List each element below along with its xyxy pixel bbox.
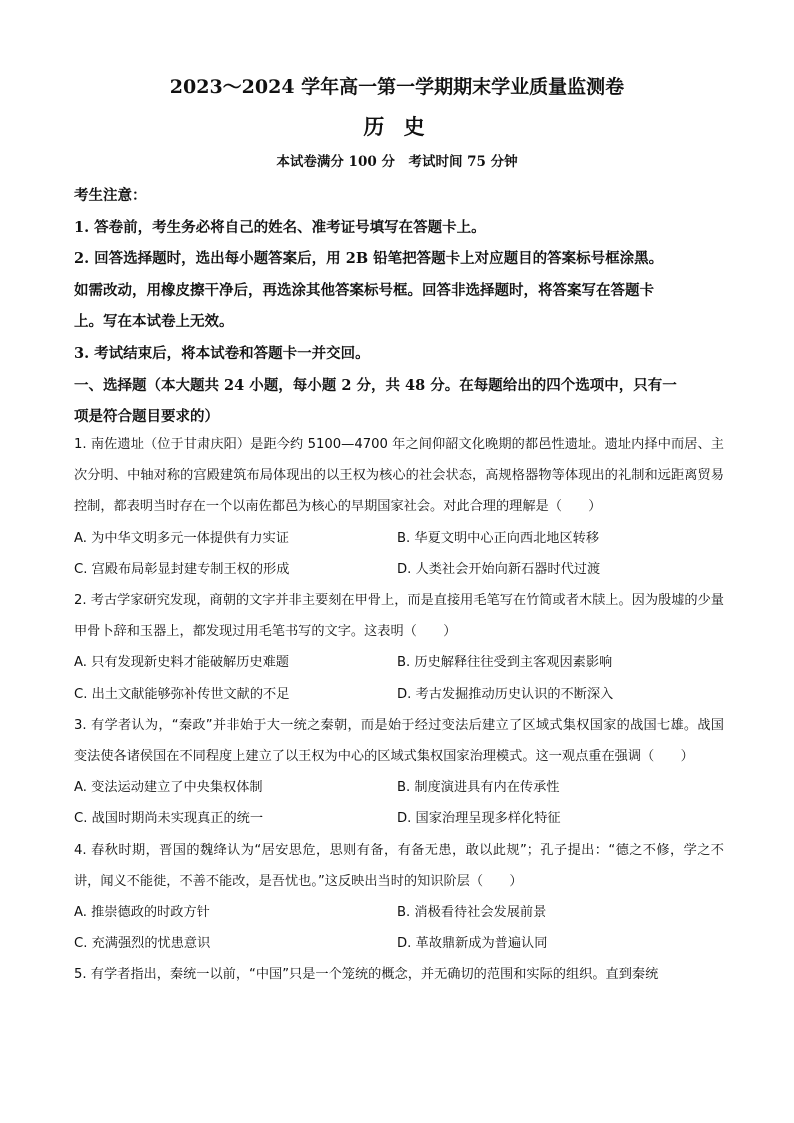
option-c[interactable]: C. 宫殿布局彰显封建专制王权的形成 <box>74 561 290 577</box>
subject-title: 历 史 <box>363 114 431 139</box>
question-stem: 4. 春秋时期，晋国的魏绛认为“居安思危，思则有备，有备无患，敢以此规”；孔子提出：“德之不修，学之不讲，闻义不能徙，不善不能改，是吾忧也。”这反映出当时的知识阶层（ ） <box>74 842 724 889</box>
exam-title: 2023～2024 学年高一第一学期期末学业质量监测卷 <box>169 76 625 98</box>
section-heading: 项是符合题目要求的） <box>74 408 219 426</box>
option-d[interactable]: D. 人类社会开始向新石器时代过渡 <box>397 561 601 577</box>
question-stem: 5. 有学者指出，秦统一以前，“中国”只是一个笼统的概念，并无确切的范围和实际的组织。直到秦统 <box>74 967 659 983</box>
option-d[interactable]: D. 革故鼎新成为普遍认同 <box>397 936 548 952</box>
question-4 <box>74 835 724 960</box>
notice-line: 上。写在本试卷上无效。 <box>74 313 234 331</box>
option-grid <box>74 647 724 709</box>
option-c[interactable]: C. 充满强烈的忧患意识 <box>74 936 211 952</box>
option-b[interactable]: B. 消极看待社会发展前景 <box>397 905 547 921</box>
notice-line: 3. 考试结束后，将本试卷和答题卡一并交回。 <box>74 344 370 362</box>
option-c[interactable]: C. 战国时期尚未实现真正的统一 <box>74 811 264 827</box>
option-a[interactable]: A. 变法运动建立了中央集权体制 <box>74 780 263 796</box>
question-stem: 2. 考古学家研究发现，商朝的文字并非主要刻在甲骨上，而是直接用毛笔写在竹简或者木牍上。因为殷墟的少量甲骨卜辞和玉器上，都发现过用毛笔书写的文字。这表明（ ） <box>74 593 724 640</box>
notice-line: 如需改动，用橡皮擦干净后，再选涂其他答案标号框。回答非选择题时，将答案写在答题卡 <box>74 281 654 299</box>
option-grid <box>74 897 724 959</box>
option-a[interactable]: A. 推崇德政的时政方针 <box>74 905 210 921</box>
option-c[interactable]: C. 出土文献能够弥补传世文献的不足 <box>74 686 290 702</box>
option-b[interactable]: B. 历史解释往往受到主客观因素影响 <box>397 655 613 671</box>
option-a[interactable]: A. 为中华文明多元一体提供有力实证 <box>74 530 289 546</box>
option-grid <box>74 772 724 834</box>
question-2 <box>74 585 724 710</box>
question-3 <box>74 710 724 835</box>
question-stem: 3. 有学者认为，“秦政”并非始于大一统之秦朝，而是始于经过变法后建立了区域式集权国家的战国七雄。战国变法使各诸侯国在不同程度上建立了以王权为中心的区域式集权国家治理模式。这一观点重在强调（ ） <box>74 717 724 765</box>
notice-line: 1. 答卷前，考生务必将自己的姓名、准考证号填写在答题卡上。 <box>74 218 486 236</box>
option-grid <box>74 523 724 585</box>
question-list <box>74 429 724 991</box>
question-5 <box>74 959 724 990</box>
notice-line: 2. 回答选择题时，选出每小题答案后，用 2B 铅笔把答题卡上对应题目的答案标号框涂黑。 <box>74 250 664 268</box>
notice-block <box>74 180 724 433</box>
option-d[interactable]: D. 国家治理呈现多样化特征 <box>397 811 561 827</box>
option-d[interactable]: D. 考古发掘推动历史认识的不断深入 <box>397 686 614 702</box>
section-heading: 一、选择题（本大题共 24 小题，每小题 2 分，共 48 分。在每题给出的四个选项中，只有一 <box>74 376 677 394</box>
option-b[interactable]: B. 制度演进具有内在传承性 <box>397 780 560 796</box>
option-b[interactable]: B. 华夏文明中心正向西北地区转移 <box>397 530 600 546</box>
notice-heading: 考生注意： <box>74 187 147 204</box>
question-stem: 1. 南佐遗址（位于甘肃庆阳）是距今约 5100—4700 年之间仰韶文化晚期的都邑性遗址。遗址内择中而居、主次分明、中轴对称的宫殿建筑布局体现出的以王权为核心的社会状态，高规格器物等体现出的礼制和远距离贸易控制，都表明当时存在一个以南佐都邑为核心的早期国家社会。对此合理的理解是（ ） <box>74 437 724 515</box>
exam-info: 本试卷满分 100 分 考试时间 75 分钟 <box>276 154 518 170</box>
option-a[interactable]: A. 只有发现新史料才能破解历史难题 <box>74 655 289 671</box>
question-1 <box>74 429 724 585</box>
